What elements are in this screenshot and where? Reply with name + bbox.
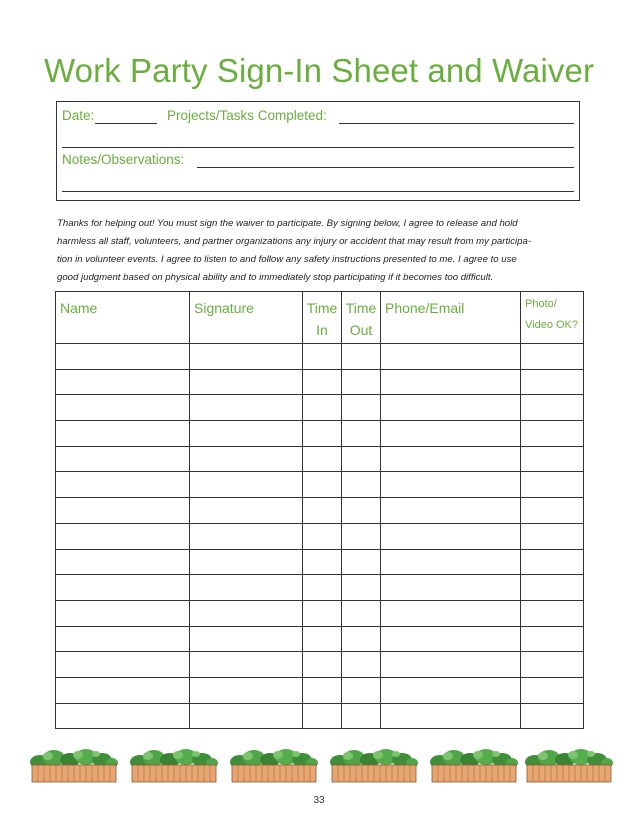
table-row bbox=[56, 498, 584, 524]
planter-box-icon bbox=[28, 748, 118, 784]
photo-ok-cell[interactable] bbox=[521, 549, 584, 575]
photo-ok-cell[interactable] bbox=[521, 703, 584, 729]
photo-ok-cell[interactable] bbox=[521, 600, 584, 626]
time-out-cell[interactable] bbox=[342, 344, 381, 370]
date-label: Date: bbox=[62, 108, 95, 123]
time-out-cell[interactable] bbox=[342, 626, 381, 652]
time-out-cell[interactable] bbox=[342, 575, 381, 601]
name-cell[interactable] bbox=[56, 652, 190, 678]
phone-email-cell[interactable] bbox=[381, 395, 521, 421]
phone-email-cell[interactable] bbox=[381, 421, 521, 447]
photo-ok-cell[interactable] bbox=[521, 626, 584, 652]
table-row bbox=[56, 344, 584, 370]
name-cell[interactable] bbox=[56, 600, 190, 626]
phone-email-cell[interactable] bbox=[381, 549, 521, 575]
photo-ok-cell[interactable] bbox=[521, 446, 584, 472]
header-time-out bbox=[342, 292, 381, 344]
time-out-cell[interactable] bbox=[342, 677, 381, 703]
time-out-cell[interactable] bbox=[342, 652, 381, 678]
header-photo-line-2: Video OK? bbox=[525, 319, 579, 331]
table-row bbox=[56, 677, 584, 703]
header-time-out-line-1: Time bbox=[345, 300, 377, 316]
time-in-cell[interactable] bbox=[303, 472, 342, 498]
projects-field[interactable] bbox=[339, 123, 574, 124]
name-cell[interactable] bbox=[56, 421, 190, 447]
table-row bbox=[56, 395, 584, 421]
signature-cell[interactable] bbox=[190, 703, 303, 729]
name-cell[interactable] bbox=[56, 677, 190, 703]
signature-cell[interactable] bbox=[190, 600, 303, 626]
time-in-cell[interactable] bbox=[303, 549, 342, 575]
name-cell[interactable] bbox=[56, 472, 190, 498]
signature-cell[interactable] bbox=[190, 421, 303, 447]
planter-box-icon bbox=[228, 748, 318, 784]
planter-box-icon bbox=[328, 748, 418, 784]
signature-cell[interactable] bbox=[190, 344, 303, 370]
phone-email-cell[interactable] bbox=[381, 600, 521, 626]
table-row bbox=[56, 652, 584, 678]
header-time-in bbox=[303, 292, 342, 344]
planter-box-icon bbox=[428, 748, 518, 784]
time-out-cell[interactable] bbox=[342, 600, 381, 626]
signature-cell[interactable] bbox=[190, 677, 303, 703]
time-out-cell[interactable] bbox=[342, 446, 381, 472]
notes-label: Notes/Observations: bbox=[62, 152, 185, 167]
page-number: 33 bbox=[313, 795, 325, 806]
phone-email-cell[interactable] bbox=[381, 369, 521, 395]
photo-ok-cell[interactable] bbox=[521, 472, 584, 498]
header-phone-email: Phone/Email bbox=[381, 292, 521, 344]
name-cell[interactable] bbox=[56, 369, 190, 395]
phone-email-cell[interactable] bbox=[381, 575, 521, 601]
signature-cell[interactable] bbox=[190, 626, 303, 652]
date-field[interactable] bbox=[95, 123, 157, 124]
table-row bbox=[56, 626, 584, 652]
time-out-cell[interactable] bbox=[342, 472, 381, 498]
time-out-cell[interactable] bbox=[342, 703, 381, 729]
time-in-cell[interactable] bbox=[303, 344, 342, 370]
time-out-cell[interactable] bbox=[342, 369, 381, 395]
signature-cell[interactable] bbox=[190, 498, 303, 524]
time-out-cell[interactable] bbox=[342, 549, 381, 575]
signature-cell[interactable] bbox=[190, 369, 303, 395]
signature-cell[interactable] bbox=[190, 575, 303, 601]
table-row bbox=[56, 523, 584, 549]
table-row bbox=[56, 600, 584, 626]
header-time-in-line-2: In bbox=[316, 322, 328, 338]
phone-email-cell[interactable] bbox=[381, 523, 521, 549]
table-header-row bbox=[56, 292, 584, 344]
name-cell[interactable] bbox=[56, 626, 190, 652]
photo-ok-cell[interactable] bbox=[521, 677, 584, 703]
header-time-out-line-2: Out bbox=[349, 322, 373, 338]
waiver-line: harmless all staff, volunteers, and partner organizations any injury or accident that may result from my participa- bbox=[57, 236, 532, 247]
name-cell[interactable] bbox=[56, 498, 190, 524]
time-in-cell[interactable] bbox=[303, 677, 342, 703]
time-in-cell[interactable] bbox=[303, 369, 342, 395]
time-in-cell[interactable] bbox=[303, 652, 342, 678]
time-in-cell[interactable] bbox=[303, 498, 342, 524]
table-row bbox=[56, 446, 584, 472]
signature-cell[interactable] bbox=[190, 523, 303, 549]
table-row bbox=[56, 472, 584, 498]
name-cell[interactable] bbox=[56, 703, 190, 729]
phone-email-cell[interactable] bbox=[381, 652, 521, 678]
phone-email-cell[interactable] bbox=[381, 446, 521, 472]
time-in-cell[interactable] bbox=[303, 703, 342, 729]
phone-email-cell[interactable] bbox=[381, 626, 521, 652]
photo-ok-cell[interactable] bbox=[521, 344, 584, 370]
header-photo-ok bbox=[521, 292, 584, 344]
planter-box-icon bbox=[523, 748, 613, 784]
phone-email-cell[interactable] bbox=[381, 677, 521, 703]
signature-cell[interactable] bbox=[190, 472, 303, 498]
name-cell[interactable] bbox=[56, 575, 190, 601]
name-cell[interactable] bbox=[56, 344, 190, 370]
waiver-text bbox=[57, 215, 582, 287]
waiver-line: good judgment based on physical ability and to immediately stop participating if it becomes too difficult. bbox=[57, 272, 494, 283]
time-out-cell[interactable] bbox=[342, 523, 381, 549]
signature-cell[interactable] bbox=[190, 395, 303, 421]
planter-border bbox=[28, 748, 618, 784]
time-in-cell[interactable] bbox=[303, 626, 342, 652]
time-in-cell[interactable] bbox=[303, 395, 342, 421]
name-cell[interactable] bbox=[56, 446, 190, 472]
header-time-in-line-1: Time bbox=[306, 300, 338, 316]
table-row bbox=[56, 703, 584, 729]
table-row bbox=[56, 575, 584, 601]
photo-ok-cell[interactable] bbox=[521, 523, 584, 549]
table-row bbox=[56, 369, 584, 395]
notes-field-line-2[interactable] bbox=[62, 191, 574, 192]
sign-in-rows bbox=[56, 344, 584, 729]
waiver-line: Thanks for helping out! You must sign the waiver to participate. By signing below, I agree to release and hold bbox=[57, 218, 518, 229]
phone-email-cell[interactable] bbox=[381, 498, 521, 524]
time-in-cell[interactable] bbox=[303, 421, 342, 447]
table-row bbox=[56, 421, 584, 447]
table-row bbox=[56, 549, 584, 575]
signature-cell[interactable] bbox=[190, 549, 303, 575]
time-in-cell[interactable] bbox=[303, 575, 342, 601]
photo-ok-cell[interactable] bbox=[521, 652, 584, 678]
name-cell[interactable] bbox=[56, 395, 190, 421]
phone-email-cell[interactable] bbox=[381, 703, 521, 729]
planter-box-icon bbox=[128, 748, 218, 784]
project-info-box bbox=[56, 101, 580, 201]
photo-ok-cell[interactable] bbox=[521, 369, 584, 395]
signature-cell[interactable] bbox=[190, 652, 303, 678]
waiver-line: tion in volunteer events. I agree to listen to and follow any safety instructions presented to me. I agree to use bbox=[57, 254, 517, 265]
phone-email-cell[interactable] bbox=[381, 344, 521, 370]
notes-field[interactable] bbox=[197, 167, 574, 168]
projects-field-line-2[interactable] bbox=[62, 147, 574, 148]
time-out-cell[interactable] bbox=[342, 395, 381, 421]
phone-email-cell[interactable] bbox=[381, 472, 521, 498]
header-signature: Signature bbox=[190, 292, 303, 344]
time-in-cell[interactable] bbox=[303, 446, 342, 472]
name-cell[interactable] bbox=[56, 523, 190, 549]
photo-ok-cell[interactable] bbox=[521, 498, 584, 524]
time-in-cell[interactable] bbox=[303, 600, 342, 626]
header-photo-line-1: Photo/ bbox=[525, 298, 557, 310]
time-out-cell[interactable] bbox=[342, 498, 381, 524]
photo-ok-cell[interactable] bbox=[521, 421, 584, 447]
photo-ok-cell[interactable] bbox=[521, 575, 584, 601]
name-cell[interactable] bbox=[56, 549, 190, 575]
page-title: Work Party Sign-In Sheet and Waiver bbox=[44, 52, 595, 89]
time-out-cell[interactable] bbox=[342, 421, 381, 447]
photo-ok-cell[interactable] bbox=[521, 395, 584, 421]
signature-cell[interactable] bbox=[190, 446, 303, 472]
header-name: Name bbox=[56, 292, 190, 344]
projects-label: Projects/Tasks Completed: bbox=[167, 108, 327, 123]
time-in-cell[interactable] bbox=[303, 523, 342, 549]
sign-in-table bbox=[55, 291, 584, 729]
